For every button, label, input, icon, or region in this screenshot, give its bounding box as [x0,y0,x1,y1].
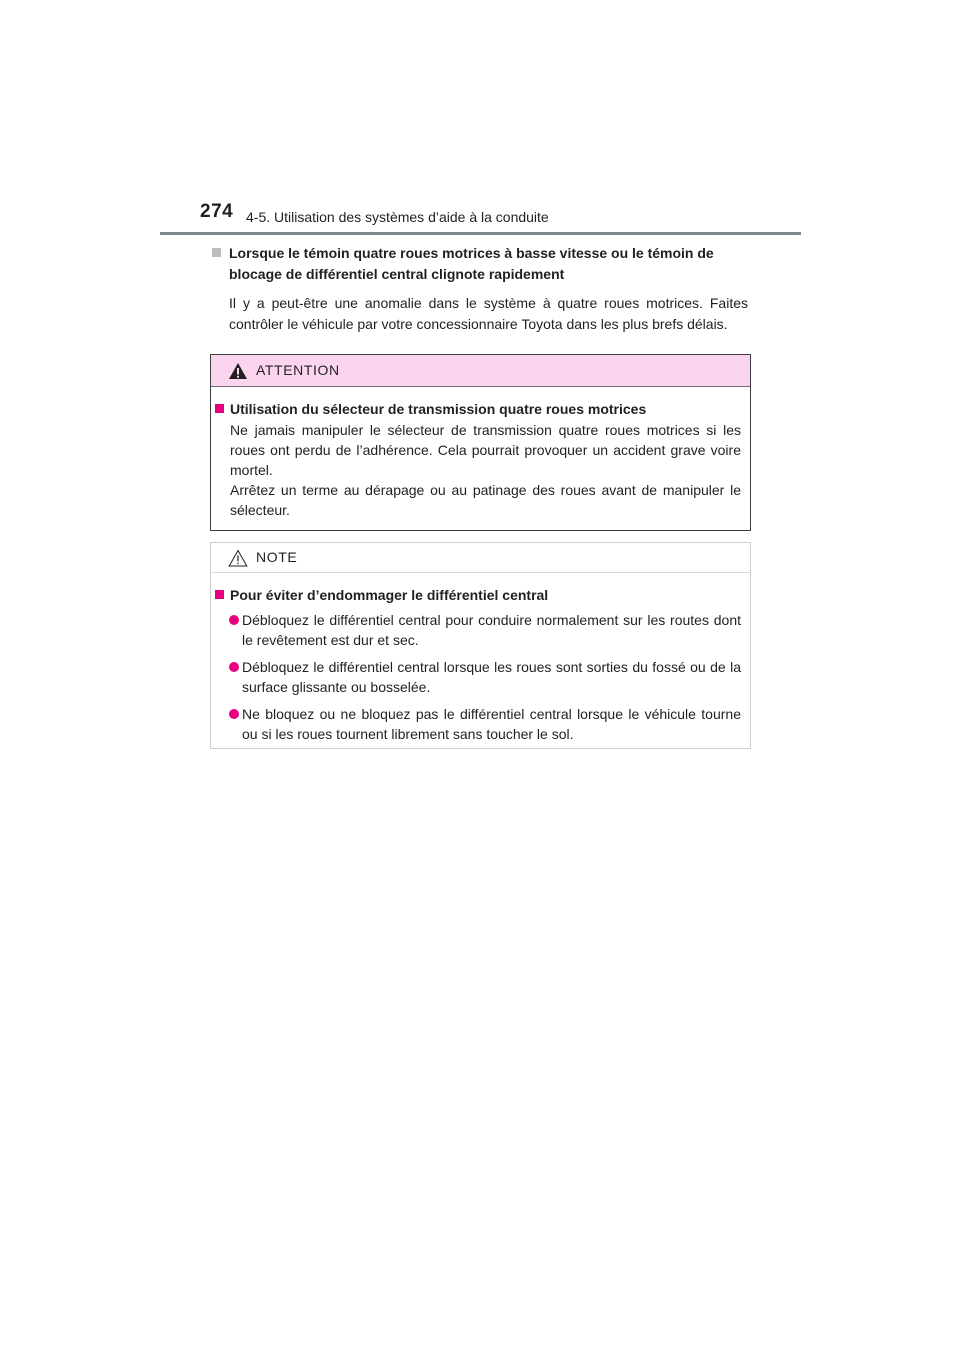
list-item-text: Ne bloquez ou ne bloquez pas le différentiel central lorsque le véhicule tourne ou si les roues tournent librement sans toucher le sol. [242,706,741,742]
warning-triangle-icon [228,362,248,380]
pink-dot-bullet-icon [229,662,239,672]
pink-square-bullet-icon [215,590,224,599]
note-heading [215,585,741,606]
pink-dot-bullet-icon [229,709,239,719]
section-title: 4-5. Utilisation des systèmes d’aide à la conduite [246,209,549,225]
intro-heading [212,243,748,285]
note-box [210,542,751,749]
attention-content [211,387,750,520]
warning-triangle-outline-icon [228,549,248,567]
intro-section [212,243,748,335]
list-item-text: Débloquez le différentiel central pour conduire normalement sur les routes dont le revêtement est dur et sec. [242,612,741,648]
attention-body-line: Ne jamais manipuler le sélecteur de transmission quatre roues motrices si les roues ont perdu de l’adhérence. Cela pourrait provoquer un accident grave voire mortel. [230,422,741,478]
list-item [215,610,741,650]
square-bullet-icon [212,248,221,257]
attention-body-line: Arrêtez un terme au dérapage ou au patinage des roues avant de manipuler le sélecteur. [230,482,741,518]
attention-heading-text: Utilisation du sélecteur de transmission quatre roues motrices [230,401,647,417]
note-header [211,543,750,573]
intro-body: Il y a peut-être une anomalie dans le système à quatre roues motrices. Faites contrôler le véhicule par votre concessionnaire Toyota dans les plus brefs délais. [229,295,748,332]
header-divider [160,232,801,235]
list-item-text: Débloquez le différentiel central lorsque les roues sont sorties du fossé ou de la surface glissante ou bosselée. [242,659,741,695]
pink-dot-bullet-icon [229,615,239,625]
pink-square-bullet-icon [215,404,224,413]
note-content [211,573,750,744]
intro-heading-text: Lorsque le témoin quatre roues motrices à basse vitesse ou le témoin de blocage de différentiel central clignote rapidement [229,245,714,282]
list-item [215,704,741,744]
page-number: 274 [200,201,234,222]
attention-title: ATTENTION [256,362,340,378]
attention-header [211,355,750,387]
note-heading-text: Pour éviter d’endommager le différentiel central [230,587,549,603]
attention-box [210,354,751,531]
attention-heading [215,399,741,420]
note-title: NOTE [256,549,298,565]
list-item [215,657,741,697]
